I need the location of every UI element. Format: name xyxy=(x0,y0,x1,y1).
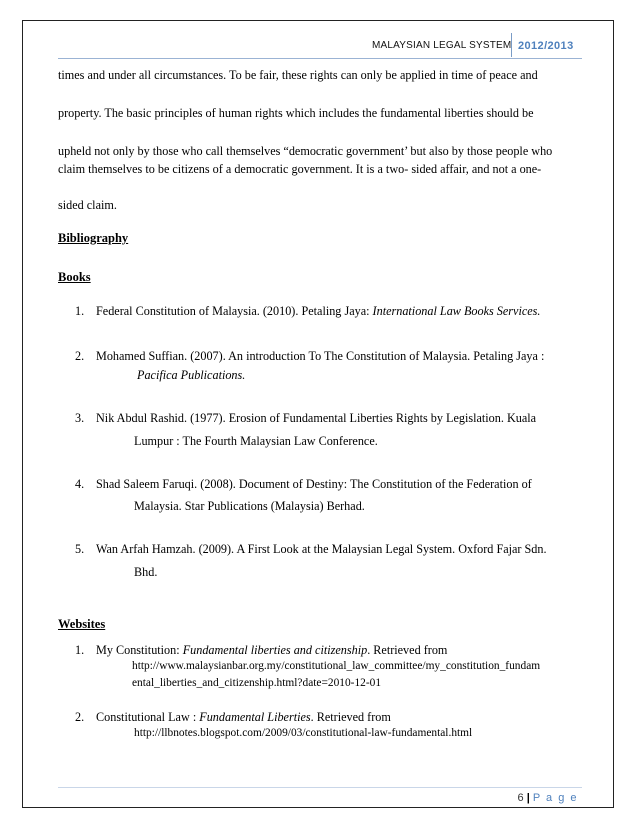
website-entry: Constitutional Law : Fundamental Liberties. Retrieved from xyxy=(96,710,391,724)
header-title: MALAYSIAN LEGAL SYSTEM xyxy=(372,40,512,51)
header-rule xyxy=(58,58,582,59)
book-number: 4. xyxy=(75,477,85,491)
body-line: property. The basic principles of human rights which includes the fundamental liberties should be xyxy=(58,106,534,120)
book-number: 3. xyxy=(75,411,85,425)
books-heading: Books xyxy=(58,270,91,284)
body-line: claim themselves to be citizens of a democratic government. It is a two- sided affair, and not a one- xyxy=(58,162,542,176)
header-year: 2012/2013 xyxy=(518,40,574,52)
book-entry-continuation: Bhd. xyxy=(134,565,158,579)
bibliography-heading: Bibliography xyxy=(58,231,129,245)
book-entry: Wan Arfah Hamzah. (2009). A First Look at the Malaysian Legal System. Oxford Fajar Sdn. xyxy=(96,542,547,556)
book-entry: Federal Constitution of Malaysia. (2010). Petaling Jaya: International Law Books Services. xyxy=(96,304,541,318)
book-entry-continuation: Malaysia. Star Publications (Malaysia) Berhad. xyxy=(134,499,365,513)
website-number: 1. xyxy=(75,643,85,657)
page-word: P a g e xyxy=(532,792,578,804)
websites-heading: Websites xyxy=(58,617,106,631)
page-number: 6 xyxy=(517,792,524,804)
book-entry-continuation: Lumpur : The Fourth Malaysian Law Conference. xyxy=(134,434,378,448)
footer-separator: | xyxy=(526,792,530,804)
footer xyxy=(518,792,579,804)
body-line: times and under all circumstances. To be fair, these rights can only be applied in time of peace and xyxy=(58,68,538,82)
body-line: upheld not only by those who call themselves “democratic government’ but also by those people who xyxy=(58,144,553,158)
website-url[interactable]: http://llbnotes.blogspot.com/2009/03/constitutional-law-fundamental.html xyxy=(134,727,473,739)
website-url[interactable]: http://www.malaysianbar.org.my/constitutional_law_committee/my_constitution_fundam xyxy=(132,660,541,672)
website-entry: My Constitution: Fundamental liberties and citizenship. Retrieved from xyxy=(96,643,448,657)
book-entry: Nik Abdul Rashid. (1977). Erosion of Fundamental Liberties Rights by Legislation. Kuala xyxy=(96,411,537,425)
book-entry: Mohamed Suffian. (2007). An introduction To The Constitution of Malaysia. Petaling Jaya : xyxy=(96,349,545,363)
book-entry-continuation: Pacifica Publications. xyxy=(137,368,246,382)
book-number: 1. xyxy=(75,304,85,318)
footer-rule xyxy=(58,787,582,788)
book-number: 5. xyxy=(75,542,85,556)
website-url[interactable]: ental_liberties_and_citizenship.html?date=2010-12-01 xyxy=(132,677,382,689)
body-line: sided claim. xyxy=(58,198,117,212)
website-number: 2. xyxy=(75,710,85,724)
book-number: 2. xyxy=(75,349,85,363)
book-entry: Shad Saleem Faruqi. (2008). Document of Destiny: The Constitution of the Federation of xyxy=(96,477,532,491)
header-separator xyxy=(511,33,512,57)
